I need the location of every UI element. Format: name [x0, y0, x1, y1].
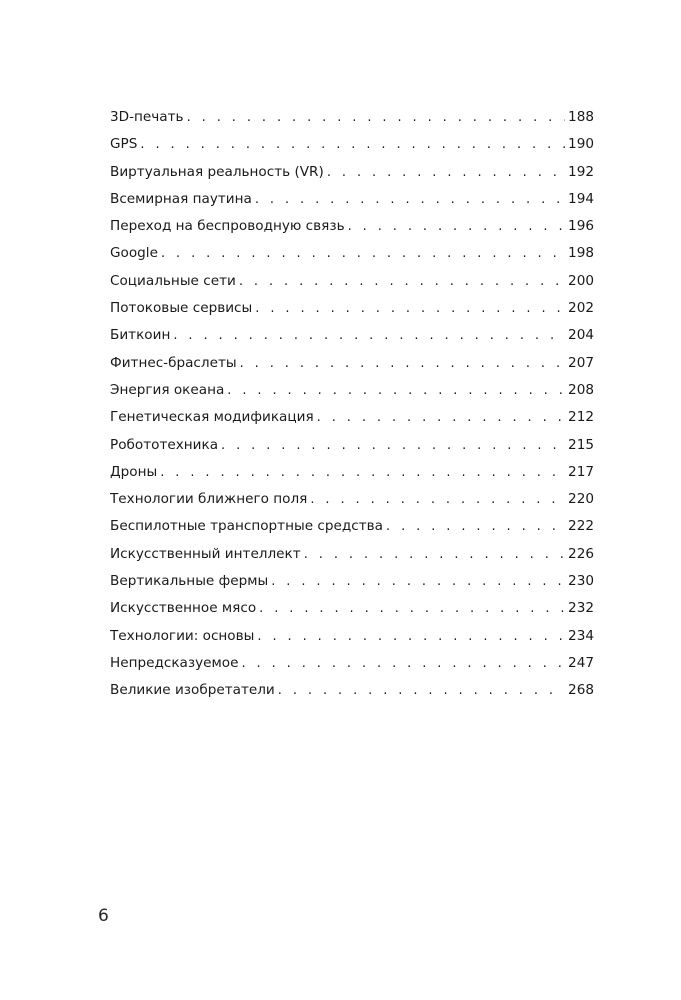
toc-entry-title: Фитнес-браслеты	[110, 354, 237, 371]
toc-entry-page: 215	[568, 436, 594, 453]
toc-dot-leader	[386, 513, 565, 540]
toc-entry-title: Социальные сети	[110, 272, 236, 289]
toc-entry-page: 194	[568, 190, 594, 207]
toc-entry[interactable]	[110, 459, 594, 486]
page-number: 6	[98, 906, 109, 926]
toc-entry[interactable]	[110, 322, 594, 349]
toc-entry-page: 220	[568, 491, 594, 508]
toc-dot-leader	[140, 131, 565, 158]
toc-dot-leader	[255, 186, 565, 213]
toc-entry-title: Непредсказуемое	[110, 654, 239, 671]
toc-dot-leader	[278, 677, 565, 704]
toc-entry[interactable]	[110, 595, 594, 622]
toc-entry-page: 234	[568, 627, 594, 644]
toc-entry-page: 190	[568, 136, 594, 153]
toc-entry-page: 196	[568, 218, 594, 235]
toc-dot-leader	[227, 377, 565, 404]
toc-dot-leader	[310, 486, 565, 513]
toc-entry-page: 188	[568, 109, 594, 125]
toc-entry[interactable]	[110, 186, 594, 213]
toc-entry-title: GPS	[110, 136, 138, 153]
toc-entry-title: Технологии ближнего поля	[110, 491, 308, 508]
toc-entry[interactable]	[110, 568, 594, 595]
toc-dot-leader	[161, 240, 565, 267]
toc-entry-title: Виртуальная реальность (VR)	[110, 163, 324, 180]
toc-entry-title: Google	[110, 245, 158, 262]
toc-entry-title: Генетическая модификация	[110, 409, 314, 426]
toc-entry-page: 268	[568, 682, 594, 699]
toc-entry[interactable]	[110, 650, 594, 677]
toc-entry[interactable]	[110, 513, 594, 540]
toc-dot-leader	[317, 404, 565, 431]
toc-entry-page: 217	[568, 463, 594, 480]
toc-entry[interactable]	[110, 486, 594, 513]
toc-entry-page: 202	[568, 300, 594, 317]
toc-dot-leader	[187, 104, 565, 131]
toc-entry[interactable]	[110, 377, 594, 404]
toc-entry[interactable]	[110, 623, 594, 650]
toc-entry-page: 247	[568, 654, 594, 671]
toc-entry-page: 222	[568, 518, 594, 535]
toc-dot-leader	[327, 159, 565, 186]
toc-entry[interactable]	[110, 213, 594, 240]
toc-entry-title: Искусственное мясо	[110, 600, 257, 617]
toc-dot-leader	[259, 595, 565, 622]
toc-entry[interactable]	[110, 677, 594, 704]
toc-dot-leader	[173, 322, 565, 349]
toc-entry-page: 192	[568, 163, 594, 180]
toc-entry-page: 204	[568, 327, 594, 344]
toc-entry-title: Беспилотные транспортные средства	[110, 518, 384, 535]
toc-entry-page: 207	[568, 354, 594, 371]
toc-entry[interactable]	[110, 268, 594, 295]
toc-entry-page: 208	[568, 381, 594, 398]
toc-entry-page: 212	[568, 409, 594, 426]
toc-dot-leader	[257, 623, 565, 650]
toc-entry-page: 230	[568, 573, 594, 590]
toc-entry-title: Великие изобретатели	[110, 682, 275, 699]
toc-entry-title: Биткоин	[110, 327, 171, 344]
toc-dot-leader	[239, 268, 565, 295]
toc-entry-title: Искусственный интеллект	[110, 545, 301, 562]
toc-entry[interactable]	[110, 159, 594, 186]
toc-entry-title: Всемирная паутина	[110, 190, 252, 207]
toc-entry[interactable]	[110, 295, 594, 322]
toc-entry-page: 200	[568, 272, 594, 289]
toc-entry-page: 198	[568, 245, 594, 262]
toc-entry-title: Переход на беспроводную связь	[110, 218, 345, 235]
toc-dot-leader	[271, 568, 565, 595]
toc-dot-leader	[240, 350, 565, 377]
toc-entry-page: 226	[568, 545, 594, 562]
toc-dot-leader	[348, 213, 565, 240]
toc-dot-leader	[221, 432, 565, 459]
toc-entry-title: Вертикальные фермы	[110, 573, 269, 590]
table-of-contents	[110, 104, 594, 705]
toc-entry[interactable]	[110, 432, 594, 459]
toc-dot-leader	[304, 541, 565, 568]
toc-entry[interactable]	[110, 104, 594, 131]
toc-entry-title: 3D-печать	[110, 109, 184, 125]
toc-entry-page: 232	[568, 600, 594, 617]
toc-entry-title: Дроны	[110, 463, 158, 480]
toc-dot-leader	[255, 295, 565, 322]
toc-entry-title: Робототехника	[110, 436, 219, 453]
toc-entry-title: Технологии: основы	[110, 627, 255, 644]
toc-dot-leader	[160, 459, 565, 486]
toc-entry[interactable]	[110, 541, 594, 568]
toc-dot-leader	[241, 650, 565, 677]
toc-entry[interactable]	[110, 350, 594, 377]
toc-entry[interactable]	[110, 240, 594, 267]
toc-entry-title: Потоковые сервисы	[110, 300, 253, 317]
toc-entry[interactable]	[110, 131, 594, 158]
toc-entry[interactable]	[110, 404, 594, 431]
toc-entry-title: Энергия океана	[110, 381, 225, 398]
